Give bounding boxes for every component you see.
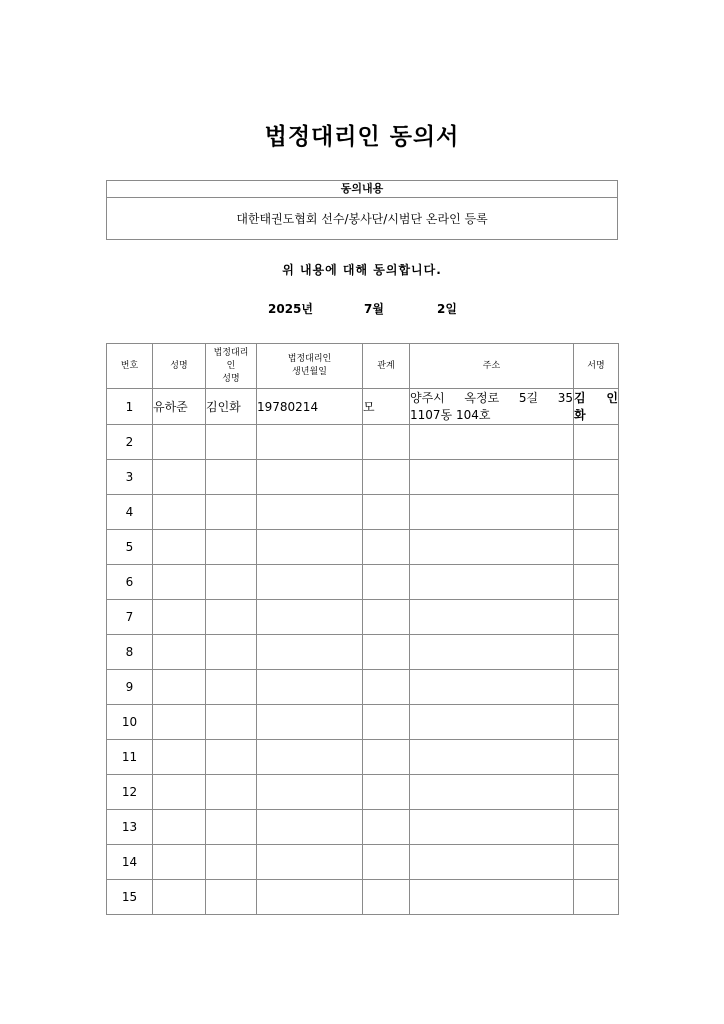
minor-name[interactable] [153, 740, 206, 775]
header-name: 성명 [153, 344, 206, 389]
minor-name[interactable] [153, 845, 206, 880]
address[interactable] [410, 460, 574, 495]
minor-name[interactable] [153, 530, 206, 565]
guardian-name[interactable] [206, 740, 257, 775]
guardian-name[interactable] [206, 460, 257, 495]
relation[interactable] [363, 600, 410, 635]
guardian-name[interactable] [206, 810, 257, 845]
address[interactable] [410, 740, 574, 775]
address-line2: 1107동 104호 [410, 408, 491, 422]
address [410, 389, 574, 425]
guardian-name[interactable] [206, 670, 257, 705]
table-row [107, 775, 619, 810]
header-address: 주소 [410, 344, 574, 389]
guardian-name[interactable] [206, 425, 257, 460]
address[interactable] [410, 775, 574, 810]
signature [574, 389, 619, 425]
guardian-birthdate[interactable] [257, 810, 363, 845]
guardian-birthdate[interactable] [257, 635, 363, 670]
row-number: 6 [107, 565, 153, 600]
guardian-birthdate[interactable] [257, 425, 363, 460]
row-number: 14 [107, 845, 153, 880]
row-number: 8 [107, 635, 153, 670]
minor-name[interactable] [153, 810, 206, 845]
signature[interactable] [574, 880, 619, 915]
header-guardian-name-line3: 성명 [222, 373, 240, 384]
table-row [107, 425, 619, 460]
address[interactable] [410, 495, 574, 530]
minor-name[interactable] [153, 460, 206, 495]
guardian-name[interactable] [206, 635, 257, 670]
guardian-name: 김인화 [206, 389, 257, 425]
address[interactable] [410, 600, 574, 635]
guardian-name[interactable] [206, 880, 257, 915]
table-row [107, 460, 619, 495]
table-row [107, 705, 619, 740]
minor-name[interactable] [153, 495, 206, 530]
guardian-birthdate: 19780214 [257, 389, 363, 425]
address[interactable] [410, 845, 574, 880]
table-header-row [107, 344, 619, 389]
signature[interactable] [574, 705, 619, 740]
address[interactable] [410, 530, 574, 565]
table-row [107, 635, 619, 670]
header-relation: 관계 [363, 344, 410, 389]
relation[interactable] [363, 530, 410, 565]
guardian-name[interactable] [206, 565, 257, 600]
guardian-name[interactable] [206, 495, 257, 530]
guardian-birthdate[interactable] [257, 705, 363, 740]
header-guardian-name-line2: 인 [226, 360, 236, 371]
table-row [107, 600, 619, 635]
minor-name[interactable] [153, 705, 206, 740]
row-number: 2 [107, 425, 153, 460]
signature[interactable] [574, 425, 619, 460]
guardian-birthdate[interactable] [257, 600, 363, 635]
guardian-name[interactable] [206, 530, 257, 565]
row-number: 12 [107, 775, 153, 810]
row-number: 1 [107, 389, 153, 425]
address[interactable] [410, 565, 574, 600]
signature[interactable] [574, 775, 619, 810]
header-guardian-name [206, 344, 257, 389]
guardian-birthdate[interactable] [257, 775, 363, 810]
guardian-name[interactable] [206, 600, 257, 635]
header-guardian-birth-line1: 법정대리인 [287, 354, 332, 364]
signature[interactable] [574, 635, 619, 670]
table-row [107, 389, 619, 425]
address-part: 양주시 [410, 391, 445, 405]
relation[interactable] [363, 635, 410, 670]
relation[interactable] [363, 705, 410, 740]
table-row [107, 740, 619, 775]
row-number: 9 [107, 670, 153, 705]
signature[interactable] [574, 565, 619, 600]
minor-name[interactable] [153, 670, 206, 705]
address[interactable] [410, 670, 574, 705]
date-year: 2025년 [268, 302, 313, 316]
table-row [107, 880, 619, 915]
guardian-birthdate[interactable] [257, 530, 363, 565]
relation[interactable] [363, 810, 410, 845]
table-row [107, 565, 619, 600]
guardian-birthdate[interactable] [257, 670, 363, 705]
row-number: 15 [107, 880, 153, 915]
signature-part: 인 [606, 390, 618, 405]
table-row [107, 810, 619, 845]
signature-line2: 화 [574, 407, 586, 422]
relation[interactable] [363, 740, 410, 775]
relation[interactable] [363, 460, 410, 495]
relation[interactable] [363, 565, 410, 600]
table-row [107, 845, 619, 880]
header-guardian-birth-line2: 생년월일 [292, 367, 327, 377]
signature[interactable] [574, 460, 619, 495]
row-number: 4 [107, 495, 153, 530]
consent-box [106, 180, 618, 240]
signature[interactable] [574, 845, 619, 880]
signature[interactable] [574, 600, 619, 635]
guardian-name[interactable] [206, 705, 257, 740]
table-row [107, 670, 619, 705]
minor-name[interactable] [153, 425, 206, 460]
row-number: 7 [107, 600, 153, 635]
relation[interactable] [363, 670, 410, 705]
signature[interactable] [574, 495, 619, 530]
row-number: 5 [107, 530, 153, 565]
header-signature: 서명 [574, 344, 619, 389]
relation[interactable] [363, 495, 410, 530]
date-day: 2일 [437, 302, 457, 316]
row-number: 13 [107, 810, 153, 845]
minor-name[interactable] [153, 775, 206, 810]
row-number: 10 [107, 705, 153, 740]
guardian-birthdate[interactable] [257, 880, 363, 915]
address[interactable] [410, 425, 574, 460]
address-part: 35 [557, 391, 573, 405]
minor-name[interactable] [153, 600, 206, 635]
signature[interactable] [574, 740, 619, 775]
address[interactable] [410, 705, 574, 740]
minor-name[interactable] [153, 565, 206, 600]
relation[interactable] [363, 425, 410, 460]
address[interactable] [410, 810, 574, 845]
address[interactable] [410, 880, 574, 915]
address-line1 [410, 389, 573, 407]
table-row [107, 495, 619, 530]
guardian-name[interactable] [206, 775, 257, 810]
guardian-birthdate[interactable] [257, 565, 363, 600]
signature-part: 김 [574, 390, 586, 405]
guardian-table [106, 343, 619, 915]
relation[interactable] [363, 880, 410, 915]
address[interactable] [410, 635, 574, 670]
header-no: 번호 [107, 344, 153, 389]
document-title: 법정대리인 동의서 [264, 124, 460, 150]
consent-content: 대한태권도협회 선수/봉사단/시범단 온라인 등록 [236, 212, 488, 226]
signature[interactable] [574, 810, 619, 845]
header-guardian-birth [257, 344, 363, 389]
row-number: 3 [107, 460, 153, 495]
relation: 모 [363, 389, 410, 425]
table-row [107, 530, 619, 565]
guardian-birthdate[interactable] [257, 495, 363, 530]
date-month: 7월 [364, 302, 384, 316]
guardian-birthdate[interactable] [257, 845, 363, 880]
signature[interactable] [574, 670, 619, 705]
signature[interactable] [574, 530, 619, 565]
minor-name: 유하준 [153, 389, 206, 425]
row-number: 11 [107, 740, 153, 775]
relation[interactable] [363, 845, 410, 880]
minor-name[interactable] [153, 635, 206, 670]
guardian-name[interactable] [206, 845, 257, 880]
signature-line1 [574, 390, 618, 407]
relation[interactable] [363, 775, 410, 810]
address-part: 옥정로 [464, 391, 500, 405]
address-part: 5길 [518, 391, 539, 405]
minor-name[interactable] [153, 880, 206, 915]
agreement-statement: 위 내용에 대해 동의합니다. [282, 263, 442, 277]
guardian-birthdate[interactable] [257, 740, 363, 775]
consent-heading: 동의내용 [107, 181, 617, 198]
guardian-birthdate[interactable] [257, 460, 363, 495]
header-guardian-name-line1: 법정대리 [213, 347, 249, 358]
